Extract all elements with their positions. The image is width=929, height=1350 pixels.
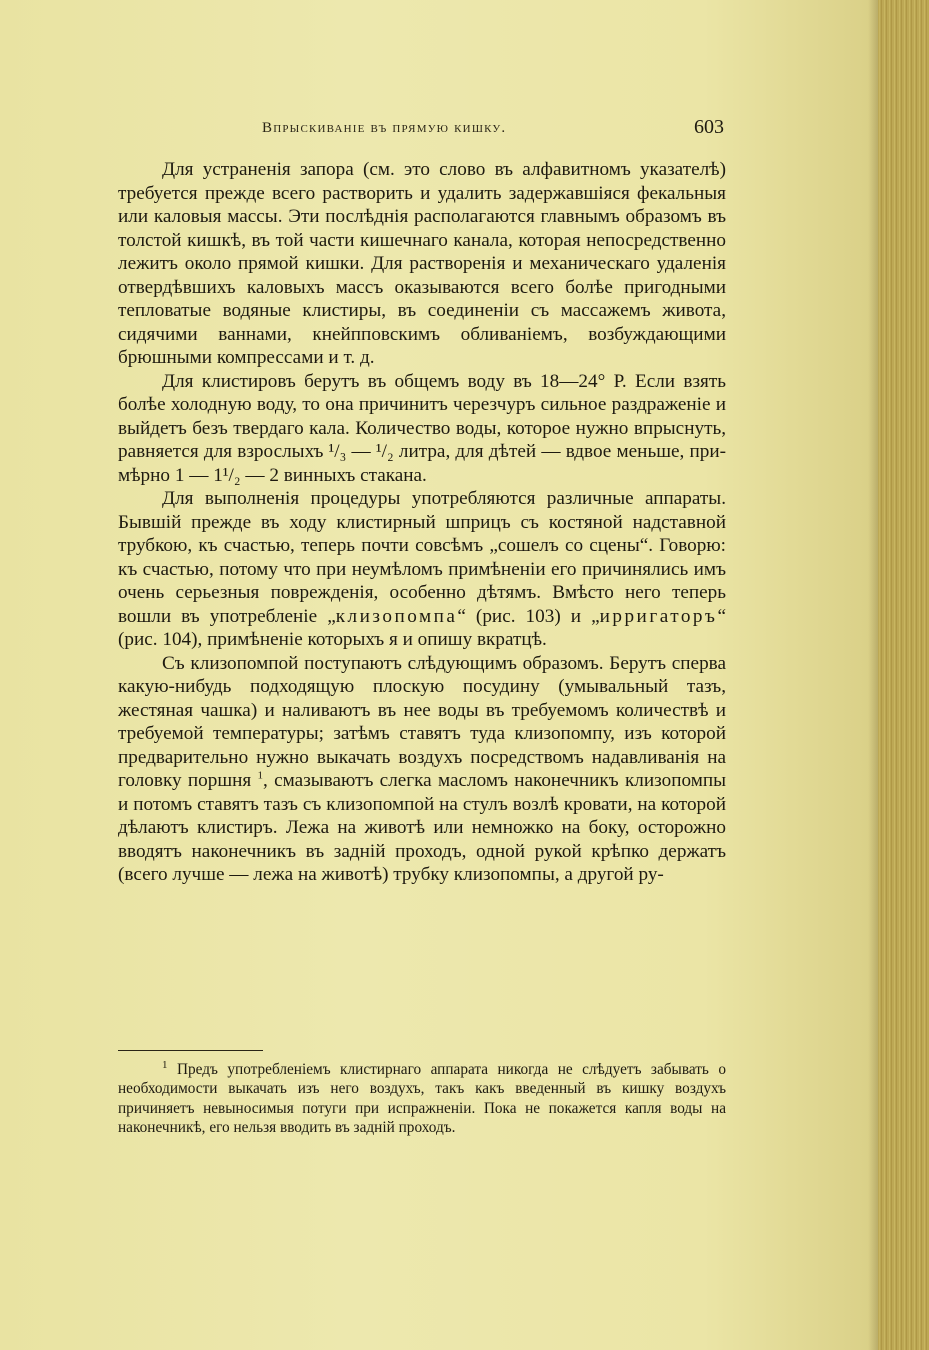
book-edge [878,0,929,1350]
paragraph-4 [118,652,726,887]
footnote-mark: 1 [162,1058,168,1071]
body-text [118,158,726,887]
footnote-text: Предъ употребленiемъ клистирнаго аппарата никогда не слѣдуетъ забывать о необходимости выкачать изъ него воздухъ, такъ какъ введенный въ кишку воздухъ причиняетъ невыносимыя потуги при испражненiи. Пока не покажется капля воды на наконечникѣ, его нельзя вводить въ заднiй проходъ. [118,1061,726,1137]
paragraph-3 [118,487,726,652]
paragraph-1: Для устраненiя запора (см. это слово въ алфавитномъ указателѣ) требуется прежде всего растворить и удалить задержавшiяся фекальныя или каловыя массы. Эти послѣднiя располагаются главнымъ образомъ въ толстой кишкѣ, въ той части кишечнаго канала, которая непосредственно лежитъ около прямой кишки. Для растворенiя и механическаго удаленiя отвердѣвшихъ каловыхъ массъ оказываются всего болѣе пригодными тепловатые водяные клистиры, въ соединенiи съ массажемъ живота, сидячими ваннами, кнейпповскимъ обливанiемъ, возбуждающими брюшными компрессами и т. д. [118,159,726,368]
paragraph-3-part-b: “ (рис. 103) и „ [457,605,600,627]
paragraph-3-part-c: “ (рис. 104), примѣненiе которыхъ я и опишу вкратцѣ. [118,605,726,650]
running-head: Впрыскиванiе въ прямую кишку. [262,120,507,136]
term-irrigator: ирригаторъ [599,605,718,627]
paragraph-3-part-a: Для выполненiя процедуры употребляются различные аппараты. Бывшiй прежде въ ходу клистирный шприцъ съ костяной надставной трубкою, къ счастью, теперь почти совсѣмъ „сошелъ со сцены“. Говорю: къ счастью, потому что при неумѣломъ примѣненiи его причинялись имъ очень серьезныя поврежденiя, особенно дѣтямъ. Вмѣсто него теперь вошли въ употребленiе „ [118,488,726,627]
footnote-reference: 1 [257,769,264,782]
page-number: 603 [694,116,724,138]
paragraph-2: Для клистировъ берутъ въ общемъ воду въ 18—24° Р. Если взять болѣе холодную воду, то она причинитъ черезчуръ сильное раздраженiе и выйдетъ безъ твердаго кала. Количество воды, которое нужно впрыснуть, равняется для взрослыхъ ¹/₃ — ¹/₂ литра, для дѣтей — вдвое меньше, примѣрно 1 — 1¹/₂ — 2 винныхъ стакана. [118,370,726,486]
footnote-paragraph [118,1060,726,1138]
term-klizopompa: клизопомпа [335,605,458,627]
footnote-rule [118,1050,263,1051]
paragraph-4-part-a: Съ клизопомпой поступаютъ слѣдующимъ образомъ. Берутъ сперва какую-нибудь подходящую плоскую посудину (умывальный тазъ, жестяная чашка) и наливаютъ въ нее воды въ требуемомъ количествѣ и требуемой температуры; затѣмъ ставятъ туда клизопомпу, изъ которой предварительно нужно выкачать воздухъ посредствомъ надавливанiя на головку поршня [118,652,726,791]
page-header [118,116,724,142]
paragraph-4-part-b: , смазываютъ слегка масломъ наконечникъ клизопомпы и потомъ ставятъ тазъ съ клизопомпой на стулъ возлѣ кровати, на которой дѣлаютъ клистиръ. Лежа на животѣ или немножко на боку, осторожно вводятъ наконечникъ въ заднiй проходъ, одной рукой крѣпко держатъ (всего лучше — лежа на животѣ) трубку клизопомпы, а другой ру- [118,770,726,885]
footnote [118,1060,726,1138]
